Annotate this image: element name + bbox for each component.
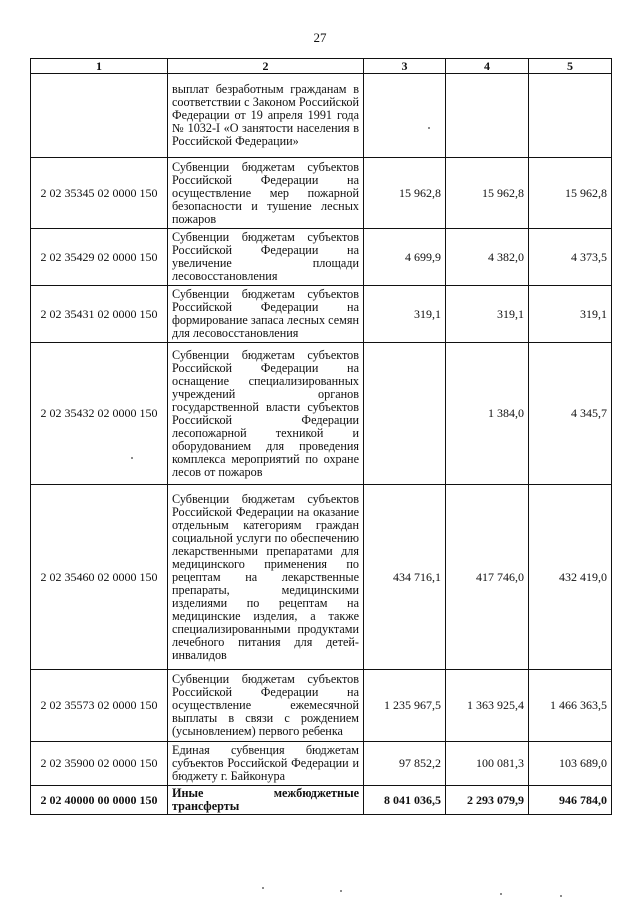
value-col5: 103 689,0: [529, 742, 612, 786]
budget-code: 2 02 35429 02 0000 150: [31, 229, 168, 286]
value-col3: 15 962,8: [364, 158, 446, 229]
table-row: [31, 74, 612, 158]
value-col5: 946 784,0: [529, 786, 612, 815]
value-col3: 434 716,1: [364, 485, 446, 670]
item-description: Субвенции бюджетам субъектов Российской Федерации на увеличение площади лесовосстановления: [168, 229, 364, 286]
column-header-5: 5: [529, 59, 612, 74]
budget-code: 2 02 35460 02 0000 150: [31, 485, 168, 670]
value-col5: [529, 74, 612, 158]
value-col4: 417 746,0: [446, 485, 529, 670]
value-col5: 15 962,8: [529, 158, 612, 229]
value-col5: 1 466 363,5: [529, 670, 612, 742]
scan-speck: [500, 893, 502, 895]
budget-code: 2 02 35345 02 0000 150: [31, 158, 168, 229]
value-col4: 2 293 079,9: [446, 786, 529, 815]
total-row: [31, 786, 612, 815]
value-col4: 4 382,0: [446, 229, 529, 286]
column-header-2: 2: [168, 59, 364, 74]
table-row: [31, 158, 612, 229]
value-col3: 97 852,2: [364, 742, 446, 786]
value-col5: 4 373,5: [529, 229, 612, 286]
column-header-1: 1: [31, 59, 168, 74]
value-col5: 4 345,7: [529, 343, 612, 485]
value-col4: [446, 74, 529, 158]
value-col3: [364, 343, 446, 485]
budget-code: [31, 74, 168, 158]
scan-speck: [560, 895, 562, 897]
budget-table: [30, 58, 612, 815]
budget-code: 2 02 35900 02 0000 150: [31, 742, 168, 786]
value-col5: 432 419,0: [529, 485, 612, 670]
item-description: Субвенции бюджетам субъектов Российской Федерации на формирование запаса лесных семян для лесовосстановления: [168, 286, 364, 343]
scan-speck: [428, 127, 430, 129]
scan-speck: [340, 890, 342, 892]
item-description: Субвенции бюджетам субъектов Российской Федерации на осуществление ежемесячной выплаты в связи с рождением (усыновлением) первого ребенка: [168, 670, 364, 742]
item-description: Субвенции бюджетам субъектов Российской Федерации на оснащение специализированных учреждений органов государственной власти субъектов Российской Федерации лесопожарной техникой и оборудованием для проведения комплекса мероприятий по охране лесов от пожаров: [168, 343, 364, 485]
page-number: 27: [313, 30, 327, 45]
budget-code: 2 02 35432 02 0000 150: [31, 343, 168, 485]
table-row: [31, 742, 612, 786]
table-row: [31, 485, 612, 670]
value-col3: [364, 74, 446, 158]
value-col4: 100 081,3: [446, 742, 529, 786]
budget-code: 2 02 35573 02 0000 150: [31, 670, 168, 742]
item-description: Иные межбюджетные трансферты: [168, 786, 364, 815]
item-description: Субвенции бюджетам субъектов Российской Федерации на оказание отдельным категориям граждан социальной услуги по обеспечению лекарственными препаратами для медицинского применения по рецептам на лекарственные препараты, медицинскими изделиями по рецептам на медицинские изделия, а также специализированными продуктами лечебного питания для детей-инвалидов: [168, 485, 364, 670]
item-description: Субвенции бюджетам субъектов Российской Федерации на осуществление мер пожарной безопасности и тушение лесных пожаров: [168, 158, 364, 229]
column-header-3: 3: [364, 59, 446, 74]
value-col4: 1 363 925,4: [446, 670, 529, 742]
value-col3: 1 235 967,5: [364, 670, 446, 742]
value-col4: 15 962,8: [446, 158, 529, 229]
budget-code: 2 02 40000 00 0000 150: [31, 786, 168, 815]
column-header-4: 4: [446, 59, 529, 74]
value-col4: 1 384,0: [446, 343, 529, 485]
value-col3: 4 699,9: [364, 229, 446, 286]
budget-code: 2 02 35431 02 0000 150: [31, 286, 168, 343]
value-col5: 319,1: [529, 286, 612, 343]
value-col4: 319,1: [446, 286, 529, 343]
header-row: [31, 59, 612, 74]
value-col3: 319,1: [364, 286, 446, 343]
table-row: [31, 286, 612, 343]
table-row: [31, 670, 612, 742]
scan-speck: [131, 457, 133, 459]
table-row: [31, 229, 612, 286]
scan-speck: [262, 887, 264, 889]
item-description: Единая субвенция бюджетам субъектов Российской Федерации и бюджету г. Байконура: [168, 742, 364, 786]
value-col3: 8 041 036,5: [364, 786, 446, 815]
item-description: выплат безработным гражданам в соответствии с Законом Российской Федерации от 19 апреля 1991 года № 1032-I «О занятости населения в Российской Федерации»: [168, 74, 364, 158]
table-row: [31, 343, 612, 485]
